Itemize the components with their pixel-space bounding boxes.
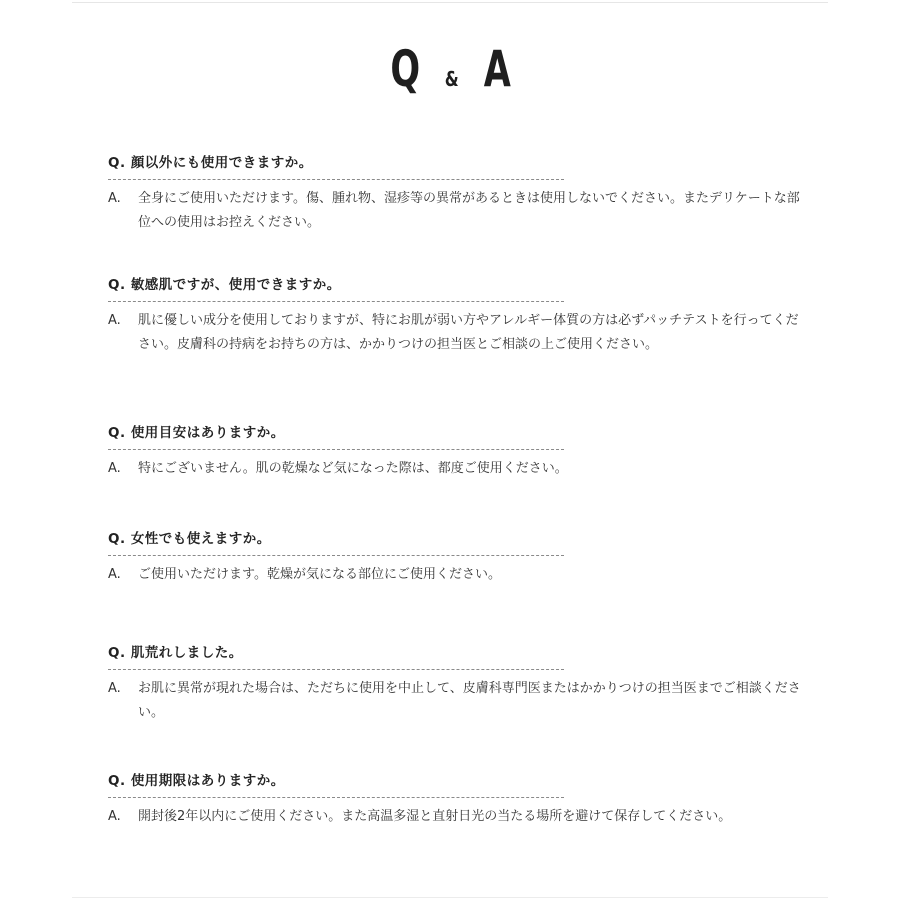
answer-text: 肌に優しい成分を使用しておりますが、特にお肌が弱い方やアレルギー体質の方は必ずパッチテストを行ってください。皮膚科の持病をお持ちの方は、かかりつけの担当医とご相談の上ご使用ください。 — [138, 313, 799, 352]
faq-question-6 — [108, 770, 803, 792]
page-title — [0, 40, 900, 98]
question-text: 肌荒れしました。 — [130, 645, 243, 661]
dashed-divider — [108, 449, 564, 450]
dashed-divider — [108, 555, 564, 556]
answer-prefix: A. — [108, 461, 121, 476]
faq-question-4 — [108, 528, 803, 550]
faq-answer-5 — [108, 677, 803, 724]
answer-text: 特にございません。肌の乾燥など気になった際は、都度ご使用ください。 — [138, 461, 568, 476]
answer-prefix: A. — [108, 681, 121, 696]
question-prefix: Q. — [108, 155, 126, 171]
answer-prefix: A. — [108, 567, 121, 582]
faq-answer-2 — [108, 309, 803, 356]
faq-answer-1 — [108, 187, 803, 234]
question-prefix: Q. — [108, 773, 126, 789]
faq-item-3 — [108, 422, 803, 481]
faq-answer-3 — [108, 457, 803, 481]
faq-answer-4 — [108, 563, 803, 587]
faq-item-2 — [108, 274, 803, 356]
question-text: 使用目安はありますか。 — [130, 425, 285, 441]
answer-prefix: A. — [108, 191, 121, 206]
answer-text: ご使用いただけます。乾燥が気になる部位にご使用ください。 — [138, 567, 501, 582]
faq-item-1 — [108, 152, 803, 234]
faq-question-3 — [108, 422, 803, 444]
answer-text: 開封後2年以内にご使用ください。また高温多湿と直射日光の当たる場所を避けて保存してください。 — [138, 809, 732, 824]
title-a: A — [483, 40, 511, 98]
title-ampersand: & — [444, 67, 459, 91]
answer-prefix: A. — [108, 809, 121, 824]
question-prefix: Q. — [108, 425, 126, 441]
faq-question-2 — [108, 274, 803, 296]
question-text: 女性でも使えますか。 — [130, 531, 271, 547]
dashed-divider — [108, 301, 564, 302]
question-text: 敏感肌ですが、使用できますか。 — [130, 277, 341, 293]
dashed-divider — [108, 179, 564, 180]
dashed-divider — [108, 669, 564, 670]
faq-question-5 — [108, 642, 803, 664]
answer-text: お肌に異常が現れた場合は、ただちに使用を中止して、皮膚科専門医またはかかりつけの担当医までご相談ください。 — [138, 681, 801, 720]
faq-question-1 — [108, 152, 803, 174]
question-text: 顔以外にも使用できますか。 — [130, 155, 313, 171]
title-q: Q — [389, 40, 420, 98]
question-prefix: Q. — [108, 531, 126, 547]
faq-item-6 — [108, 770, 803, 829]
faq-answer-6 — [108, 805, 803, 829]
dashed-divider — [108, 797, 564, 798]
answer-prefix: A. — [108, 313, 121, 328]
faq-item-4 — [108, 528, 803, 587]
question-text: 使用期限はありますか。 — [130, 773, 285, 789]
faq-item-5 — [108, 642, 803, 724]
question-prefix: Q. — [108, 277, 126, 293]
bottom-divider — [72, 897, 828, 898]
question-prefix: Q. — [108, 645, 126, 661]
answer-text: 全身にご使用いただけます。傷、腫れ物、湿疹等の異常があるときは使用しないでください。またデリケートな部位への使用はお控えください。 — [138, 191, 800, 230]
top-divider — [72, 2, 828, 3]
